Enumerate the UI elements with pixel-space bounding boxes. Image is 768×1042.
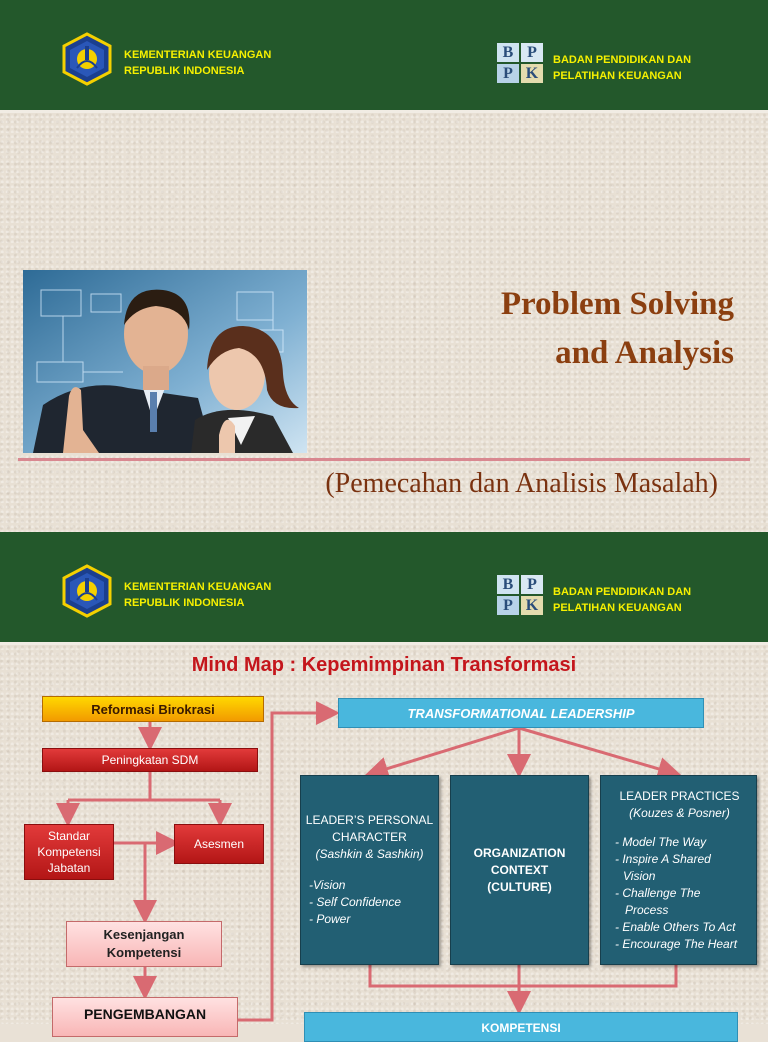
bppk-letter-k: K [521,596,543,615]
kesenjangan-kompetensi-box [66,921,222,967]
title-line2: and Analysis [555,335,734,371]
col3-item: Vision [623,868,656,883]
bppk-letter-p2: P [497,596,519,615]
agency-line2: PELATIHAN KEUANGAN [553,70,682,82]
business-people-photo [23,270,307,453]
bppk-letter-p1: P [521,575,543,594]
col3-source: (Kouzes & Posner) [629,805,730,820]
ministry-line2: REPUBLIK INDONESIA [124,65,245,77]
agency-name [553,584,691,616]
standar-line2: Kompetensi [37,845,101,859]
standar-kompetensi-box [24,824,114,880]
ministry-name [124,579,271,611]
col3-heading: LEADER PRACTICES [619,788,740,803]
agency-name [553,52,691,84]
presentation-subtitle: (Pemecahan dan Analisis Masalah) [325,468,718,499]
kesenjangan-line2: Kompetensi [106,945,182,960]
col1-item: - Power [309,912,351,926]
organization-context-box [450,775,589,965]
pengembangan-box: PENGEMBANGAN [52,997,238,1037]
bppk-letter-b: B [497,43,519,62]
col3-item: - Encourage The Heart [615,936,738,951]
col3-item: - Enable Others To Act [615,919,736,934]
agency-line1: BADAN PENDIDIKAN DAN [553,586,692,598]
col1-item: - Self Confidence [309,895,402,909]
mind-map-title: Mind Map : Kepemimpinan Transformasi [191,654,577,676]
col2-line1: ORGANIZATION [473,845,566,860]
title-divider [18,458,750,461]
agency-line2: PELATIHAN KEUANGAN [553,602,682,614]
presentation-title [501,280,734,378]
col1-heading-line1: LEADER’S PERSONAL [305,813,434,827]
bppk-letter-k: K [521,64,543,83]
reformasi-birokrasi-box: Reformasi Birokrasi [42,696,264,722]
ministry-emblem-icon [60,564,114,618]
col3-item: - Inspire A Shared [615,851,711,866]
transformational-leadership-box: TRANSFORMATIONAL LEADERSHIP [338,698,704,728]
col2-line3: (CULTURE) [487,879,552,894]
ministry-line1: KEMENTERIAN KEUANGAN [124,49,272,61]
col1-source: (Sashkin & Sashkin) [315,847,424,861]
leader-personal-character-box [300,775,439,965]
asesmen-box: Asesmen [174,824,264,864]
col2-line2: CONTEXT [490,862,549,877]
ministry-name [124,47,271,79]
agency-line1: BADAN PENDIDIKAN DAN [553,54,692,66]
leader-practices-box [600,775,757,965]
kompetensi-box: KOMPETENSI [304,1012,738,1042]
col3-item: - Challenge The [615,885,701,900]
bppk-letter-b: B [497,575,519,594]
bppk-letter-p2: P [497,64,519,83]
standar-line1: Standar [47,829,91,843]
col1-item: -Vision [309,878,346,892]
bppk-letter-p1: P [521,43,543,62]
header-banner [0,0,768,113]
standar-line3: Jabatan [47,861,91,875]
slide-mind-map [0,532,768,1035]
col3-item: Process [625,902,669,917]
peningkatan-sdm-box: Peningkatan SDM [42,748,258,772]
title-line1: Problem Solving [500,286,734,322]
ministry-line1: KEMENTERIAN KEUANGAN [124,581,272,593]
col1-list [301,877,401,928]
kesenjangan-line1: Kesenjangan [103,927,185,942]
col1-heading-line2: CHARACTER [332,830,407,844]
ministry-line2: REPUBLIK INDONESIA [124,597,245,609]
bppk-logo [497,575,543,615]
header-banner [0,532,768,645]
bppk-logo [497,43,543,83]
ministry-emblem-icon [60,32,114,86]
col3-item: - Model The Way [615,834,707,849]
